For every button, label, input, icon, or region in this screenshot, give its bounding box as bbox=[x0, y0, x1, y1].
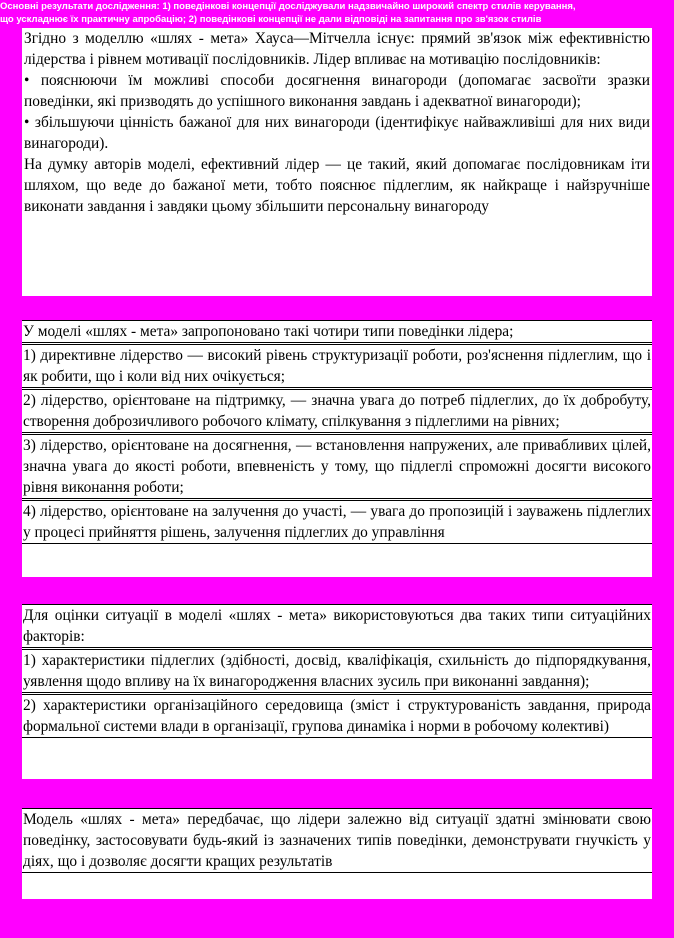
table-row: 1) характеристики підлеглих (здібності, досвід, кваліфікація, схильність до підпорядкування, уявлення щодо впливу на їх винагородження власних зусиль при виконанні завдання); bbox=[22, 649, 652, 693]
paragraph: • збільшуючи цінність бажаної для них винагороди (ідентифікує найважливіші для них види винагороди). bbox=[24, 114, 650, 152]
table-row: Для оцінки ситуації в моделі «шлях - мета» використовуються два таких типи ситуаційних факторів: bbox=[22, 605, 652, 648]
leader-behavior-types bbox=[22, 320, 652, 577]
banner-line: Основні результати дослідження: 1) поведінкові концепції досліджували надзвичайно широкий спектр стилів керування, bbox=[0, 1, 576, 12]
paragraph: На думку авторів моделі, ефективний лідер — це такий, який допомагає послідовникам іти шляхом, що веде до бажаної мети, тобто пояснює підлеглим, як найкраще і найзручніше виконати завдання і завдяки цьому збільшити персональну винагороду bbox=[24, 156, 650, 215]
table-row: У моделі «шлях - мета» запропоновано такі чотири типи поведінки лідера; bbox=[22, 321, 652, 343]
situational-factors bbox=[22, 604, 652, 779]
paragraph: • пояснюючи їм можливі способи досягнення винагороди (допомагає засвоїти зразки поведінки, які призводять до успішного виконання завдань і адекватної винагороди); bbox=[24, 72, 650, 110]
table-row: 2) лідерство, орієнтоване на підтримку, — значна увага до потреб підлеглих, до їх добробуту, створення доброзичливого робочого клімату, спілкування з підлеглими на рівних; bbox=[22, 389, 652, 433]
model-conclusion bbox=[22, 808, 652, 899]
table-row: 1) директивне лідерство — високий рівень структуризації роботи, роз'яснення підлеглим, що і як робити, що і коли від них очікується; bbox=[22, 344, 652, 388]
header-banner bbox=[0, 0, 674, 26]
table-row: 4) лідерство, орієнтоване на залучення до участі, — увага до пропозицій і зауважень підлеглих у процесі прийняття рішень, залучення підлеглих до управління bbox=[22, 500, 652, 544]
table-row: 2) характеристики організаційного середовища (зміст і структурованість завдання, природа формальної системи влади в організації, групова динаміка і норми в робочому колективі) bbox=[22, 694, 652, 738]
table-row: Модель «шлях - мета» передбачає, що лідери залежно від ситуації здатні змінювати свою поведінку, застосовувати будь-який із зазначених типів поведінки, демонструвати гнучкість у діях, що і дозволяє досягти кращих результатів bbox=[22, 809, 652, 873]
table-row: 3) лідерство, орієнтоване на досягнення, — встановлення напружених, але привабливих цілей, значна увага до якості роботи, впевненість у тому, що підлеглі спроможні досягти високого рівня виконання роботи; bbox=[22, 434, 652, 499]
banner-line: що ускладнює їх практичну апробацію; 2) поведінкові концепції не дали відповіді на запитання про зв'язок стилів bbox=[0, 14, 542, 25]
path-goal-model-description bbox=[22, 28, 652, 296]
paragraph: Згідно з моделлю «шлях - мета» Хауса—Мітчелла існує: прямий зв'язок між ефективністю лідерства і рівнем мотивації послідовників. Лідер впливає на мотивацію послідовників: bbox=[24, 30, 650, 68]
